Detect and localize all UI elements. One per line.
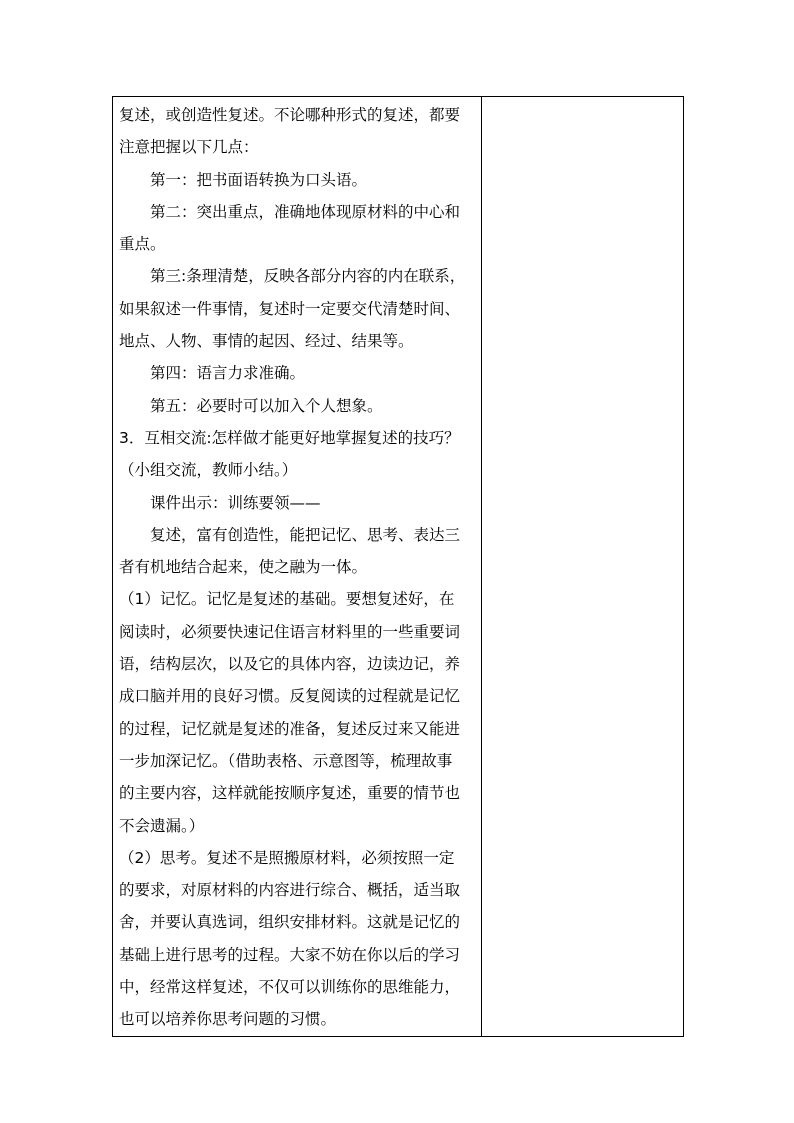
text-line: 的主要内容，这样就能按顺序复述，重要的情节也	[119, 784, 461, 803]
text-line: 基础上进行思考的过程。大家不妨在你以后的学习	[119, 945, 461, 964]
text-line: 第二：突出重点，准确地体现原材料的中心和	[150, 202, 461, 221]
text-line: 的要求，对原材料的内容进行综合、概括，适当取	[119, 881, 461, 900]
text-line: 复述，或创造性复述。不论哪种形式的复述，都要	[119, 106, 461, 124]
text-line: 3．互相交流:怎样做才能更好地掌握复述的技巧？	[119, 428, 460, 447]
text-line: 如果叙述一件事情，复述时一定要交代清楚时间、	[119, 299, 461, 318]
text-line: 者有机地结合起来，使之融为一体。	[119, 558, 368, 577]
text-line: 也可以培养你思考问题的习惯。	[119, 1010, 337, 1029]
text-line: 舍，并要认真选词，组织安排材料。这就是记忆的	[119, 913, 461, 932]
lesson-table	[112, 96, 684, 1037]
text-line: 重点。	[119, 235, 166, 254]
lesson-content-text	[113, 97, 481, 1036]
text-line: 成口脑并用的良好习惯。反复阅读的过程就是记忆	[119, 687, 461, 706]
text-line: 的过程，记忆就是复述的准备，复述反过来又能进	[119, 719, 461, 738]
table-row	[113, 97, 684, 1037]
text-line: 注意把握以下几点：	[119, 138, 259, 157]
text-line: 不会遗漏。）	[119, 816, 205, 835]
text-line: 第三:条理清楚，反映各部分内容的内在联系，	[150, 267, 466, 286]
text-line: 中，经常这样复述，不仅可以训练你的思维能力，	[119, 978, 461, 997]
text-line: 第一：把书面语转换为口头语。	[150, 170, 368, 189]
text-line: （1）记忆。记忆是复述的基础。要想复述好，在	[119, 590, 455, 609]
notes-cell	[482, 97, 684, 1037]
text-line: （小组交流，教师小结。）	[119, 461, 298, 480]
text-line: 课件出示：训练要领——	[150, 493, 321, 512]
text-line: 语，结构层次，以及它的具体内容，边读边记，养	[119, 655, 461, 674]
lesson-content-cell	[113, 97, 482, 1037]
text-line: 复述，富有创造性，能把记忆、思考、表达三	[150, 525, 461, 544]
text-line: （2）思考。复述不是照搬原材料，必须按照一定	[119, 848, 455, 867]
text-line: 地点、人物、事情的起因、经过、结果等。	[119, 332, 414, 351]
text-line: 阅读时，必须要快速记住语言材料里的一些重要词	[119, 622, 461, 641]
text-line: 第四：语言力求准确。	[150, 364, 306, 383]
text-line: 第五：必要时可以加入个人想象。	[150, 396, 383, 415]
text-line: 一步加深记忆。（借助表格、示意图等，梳理故事	[119, 751, 453, 770]
